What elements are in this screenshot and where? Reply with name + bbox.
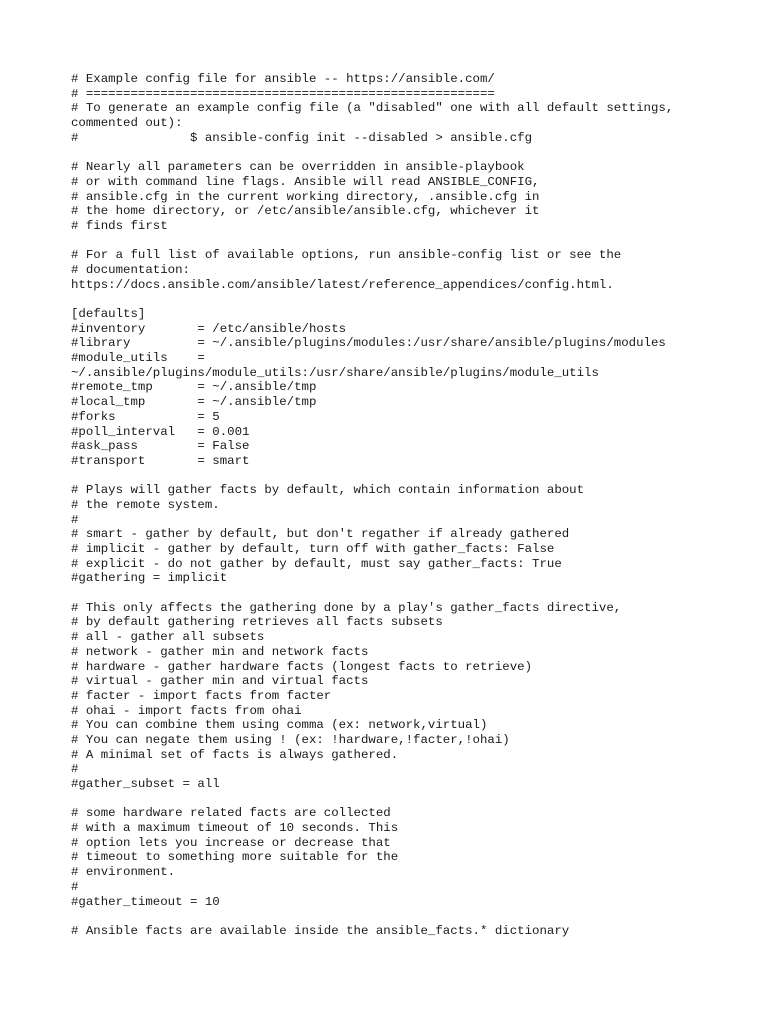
config-line [71,145,751,160]
config-line: # with a maximum timeout of 10 seconds. This [71,821,399,836]
config-line: # option lets you increase or decrease that [71,835,391,850]
config-line: # hardware - gather hardware facts (longest facts to retrieve) [71,659,533,674]
config-line: # For a full list of available options, run ansible-config list or see the [71,248,622,263]
config-line: #gather_subset = all [71,777,220,791]
config-line: # finds first [71,218,168,233]
config-line: #ask_pass = False [71,439,250,454]
config-line: #poll_interval = 0.001 [71,424,250,439]
config-line [71,469,751,484]
config-line: # ansible.cfg in the current working directory, .ansible.cfg in [71,189,540,204]
config-line: #transport = smart [71,453,250,468]
config-line: # $ ansible-config init --disabled > ansible.cfg [71,130,533,145]
config-line: #library = ~/.ansible/plugins/modules:/usr/share/ansible/plugins/modules [71,336,666,351]
config-line: # the remote system. [71,497,220,512]
config-line: # implicit - gather by default, turn off with gather_facts: False [71,542,555,556]
config-line: # smart - gather by default, but don't regather if already gathered [71,527,570,542]
config-line: ~/.ansible/plugins/module_utils:/usr/share/ansible/plugins/module_utils [71,365,599,380]
config-line: # timeout to something more suitable for the [71,850,399,865]
config-line: # [71,512,79,527]
config-line: commented out): [71,116,183,131]
config-line: # Nearly all parameters can be overridden in ansible-playbook [71,160,525,175]
config-line: # ======================================================= [71,86,495,101]
config-line: # environment. [71,865,176,880]
config-line: # You can negate them using ! (ex: !hardware,!facter,!ohai) [71,732,510,747]
config-line [71,292,751,307]
config-line: # ohai - import facts from ohai [71,703,302,718]
config-line: # all - gather all subsets [71,630,265,645]
config-line: #module_utils = [71,351,205,366]
config-line [71,909,751,924]
config-line: # A minimal set of facts is always gathered. [71,747,399,762]
config-line: # facter - import facts from facter [71,688,332,703]
config-document [71,72,751,939]
config-line [71,586,751,601]
config-line: https://docs.ansible.com/ansible/latest/reference_appendices/config.html. [71,277,614,292]
config-line: # This only affects the gathering done by a play's gather_facts directive, [71,600,622,615]
config-line: # To generate an example config file (a "disabled" one with all default settings, [71,101,674,116]
config-line: #gather_timeout = 10 [71,894,220,909]
config-line: # or with command line flags. Ansible will read ANSIBLE_CONFIG, [71,174,540,189]
config-line: # some hardware related facts are collected [71,806,391,821]
config-line: # by default gathering retrieves all facts subsets [71,615,443,630]
config-line: #remote_tmp = ~/.ansible/tmp [71,380,317,395]
config-line: # Ansible facts are available inside the ansible_facts.* dictionary [71,923,570,938]
config-line: # Plays will gather facts by default, which contain information about [71,483,585,498]
config-line: #local_tmp = ~/.ansible/tmp [71,395,317,410]
config-line: # [71,879,79,894]
config-line [71,234,751,249]
config-line: #forks = 5 [71,409,220,424]
config-line: # You can combine them using comma (ex: network,virtual) [71,718,488,733]
config-line: # network - gather min and network facts [71,644,369,659]
config-line: # virtual - gather min and virtual facts [71,674,369,689]
config-line: #inventory = /etc/ansible/hosts [71,321,347,336]
config-line [71,792,751,807]
config-line: # documentation: [71,262,190,277]
config-line: # Example config file for ansible -- https://ansible.com/ [71,72,495,86]
config-line: # explicit - do not gather by default, must say gather_facts: True [71,556,562,571]
config-line: #gathering = implicit [71,571,228,586]
config-line: # the home directory, or /etc/ansible/ansible.cfg, whichever it [71,204,540,219]
config-line: [defaults] [71,307,146,321]
config-line: # [71,762,79,777]
